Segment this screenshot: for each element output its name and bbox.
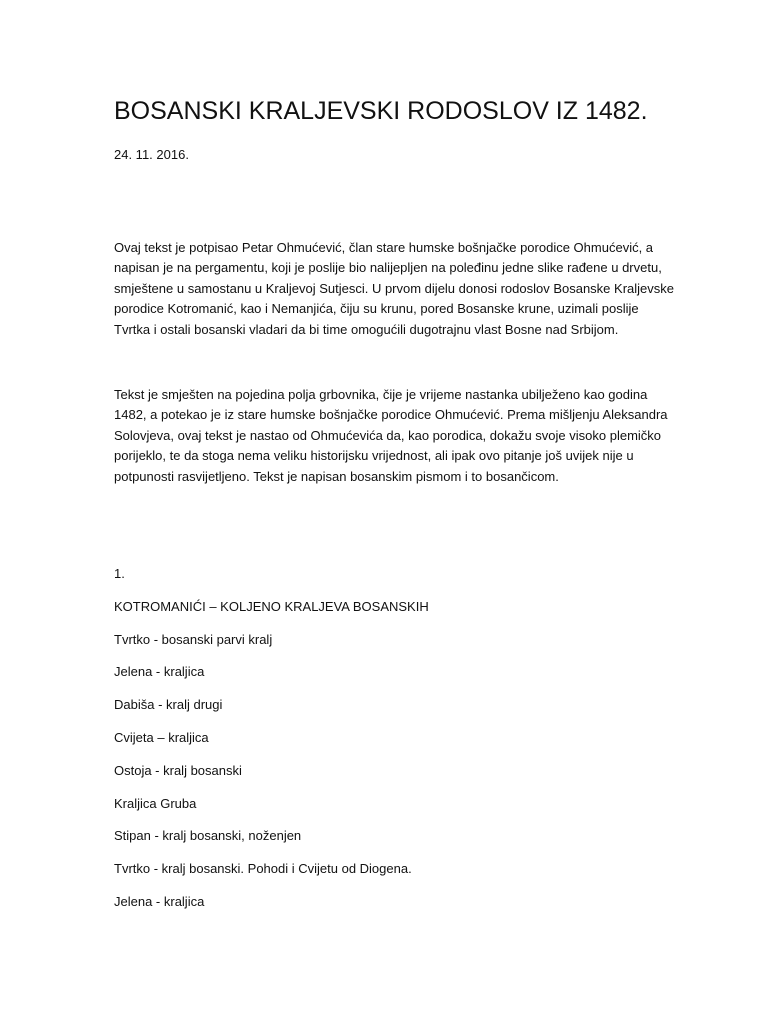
paragraph-line: porodice Kotromanić, kao i Nemanjića, čiju su krunu, pored Bosanske krune, uzimali poslije (114, 301, 639, 317)
genealogy-entry: Dabiša - kralj drugi (114, 697, 223, 713)
paragraph-line: Tekst je smješten na pojedina polja grbovnika, čije je vrijeme nastanka ubilježeno kao godina (114, 387, 648, 402)
paragraph-line: 1482, a potekao je iz stare humske bošnjačke porodice Ohmućević. Prema mišljenju Aleksandra (114, 407, 668, 423)
paragraph-line: Ovaj tekst je potpisao Petar Ohmućević, član stare humske bošnjačke porodice Ohmućević, a (114, 240, 654, 255)
genealogy-section (114, 565, 654, 926)
genealogy-entry: Jelena - kraljica (114, 893, 205, 909)
intro-paragraph-1 (114, 238, 674, 340)
section-number: 1. (114, 566, 125, 581)
paragraph-line: Solovjeva, ovaj tekst je nastao od Ohmućevića da, kao porodica, dokažu svoje visoko plemičko (114, 427, 662, 443)
intro-paragraph-2 (114, 385, 668, 487)
paragraph-line: smještene u samostanu u Kraljevoj Sutjesci. U prvom dijelu donosi rodoslov Bosanske Kraljevske (114, 280, 674, 296)
paragraph-line: Tvrtka i ostali bosanski vladari da bi time omogućili dugotrajnu vlast Bosne nad Srbijom. (114, 321, 619, 337)
genealogy-entry: Kraljica Gruba (114, 795, 197, 811)
document-date: 24. 11. 2016. (114, 147, 189, 162)
genealogy-entry: Cvijeta – kraljica (114, 729, 209, 745)
genealogy-entry: Jelena - kraljica (114, 664, 205, 680)
paragraph-line: napisan je na pergamentu, koji je poslije bio nalijepljen na poleđinu jedne slike rađene u drvetu, (114, 260, 662, 276)
section-heading: KOTROMANIĆI – KOLJENO KRALJEVA BOSANSKIH (114, 598, 429, 614)
genealogy-entry: Stipan - kralj bosanski, noženjen (114, 828, 302, 844)
genealogy-entry: Tvrtko - kralj bosanski. Pohodi i Cvijetu od Diogena. (114, 861, 412, 877)
genealogy-entry: Ostoja - kralj bosanski (114, 762, 242, 778)
paragraph-line: porijeklo, te da stoga nema veliku historijsku vrijednost, ali ipak ovo pitanje još uvijek nije u (114, 448, 634, 464)
genealogy-entry: Tvrtko - bosanski parvi kralj (114, 631, 273, 647)
document-title: BOSANSKI KRALJEVSKI RODOSLOV IZ 1482. (114, 97, 648, 125)
paragraph-line: potpunosti rasvijetljeno. Tekst je napisan bosanskim pismom i to bosančicom. (114, 468, 559, 484)
